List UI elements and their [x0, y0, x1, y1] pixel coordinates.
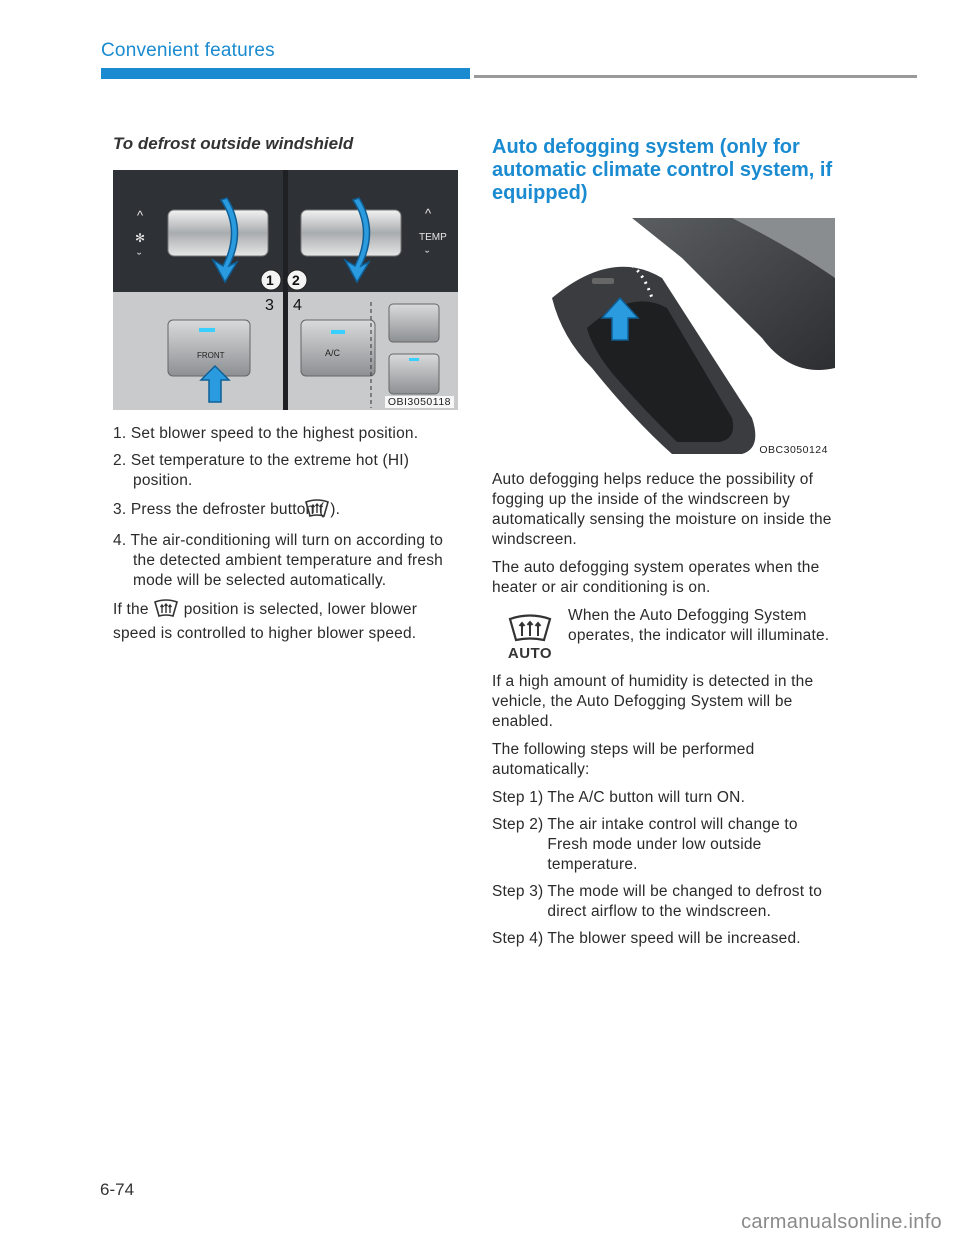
svg-text:^: ^ [425, 206, 432, 221]
step-1: 1. Set blower speed to the highest position. [113, 425, 419, 442]
rearview-mirror-illustration [492, 218, 835, 458]
header-rule-grey [474, 75, 917, 78]
step-text: The A/C button will turn ON. [547, 789, 746, 806]
auto-step-2 [492, 815, 837, 875]
windshield-defroster-icon [153, 598, 179, 624]
climate-panel-figure [113, 170, 458, 410]
header-rule-blue [101, 68, 470, 79]
step-3-close: ). [330, 501, 341, 518]
callout-1: 1 [266, 272, 274, 288]
rearview-mirror-figure [492, 218, 835, 458]
section-title: Convenient features [101, 40, 275, 61]
paragraph-2: The auto defogging system operates when the heater or air conditioning is on. [492, 559, 820, 596]
label-3: 3 [265, 297, 274, 314]
svg-text:ˇ: ˇ [425, 248, 430, 263]
note-text-end: position is selected, lower blower speed is controlled to higher blower speed. [113, 601, 418, 642]
step-text: The blower speed will be increased. [547, 930, 801, 947]
note-text-start: If the [113, 601, 149, 618]
climate-panel-illustration [113, 170, 458, 410]
right-column [492, 136, 837, 956]
figure-code: OBC3050124 [756, 444, 831, 456]
section-heading: Auto defogging system (only for automatic climate control system, if equipped) [492, 136, 833, 204]
step-text: The air intake control will change to Fresh mode under low outside temperature. [547, 816, 798, 873]
auto-step-4 [492, 929, 837, 949]
temp-label: TEMP [419, 232, 447, 243]
step-4: 4. The air-conditioning will turn on according to the detected ambient temperature and fresh mode will be selected automatically. [113, 532, 444, 589]
ac-label: A/C [325, 348, 341, 358]
paragraph-3: If a high amount of humidity is detected in the vehicle, the Auto Defogging System will be enabled. [492, 673, 814, 730]
indicator-text: When the Auto Defogging System operates, the indicator will illuminate. [568, 607, 830, 644]
step-label: Step 4) [492, 930, 544, 947]
step-2: 2. Set temperature to the extreme hot (HI) position. [113, 452, 410, 489]
step-label: Step 3) [492, 883, 544, 900]
auto-defog-indicator-note [492, 606, 837, 662]
auto-label: AUTO [507, 645, 553, 662]
auto-step-3 [492, 882, 837, 922]
note-paragraph [113, 598, 458, 644]
step-3 [113, 498, 458, 524]
paragraph-1: Auto defogging helps reduce the possibility of fogging up the inside of the windscreen by automatically sensing the moisture on inside the windscreen. [492, 471, 832, 548]
step-3-text: 3. Press the defroster button ( [113, 501, 325, 518]
auto-defog-indicator [492, 606, 568, 662]
paragraph-4: The following steps will be performed automatically: [492, 741, 755, 778]
label-4: 4 [293, 297, 302, 314]
svg-text:ˇ: ˇ [137, 250, 142, 265]
subsection-heading: To defrost outside windshield [113, 134, 354, 153]
front-label: FRONT [197, 351, 225, 360]
step-label: Step 2) [492, 816, 544, 833]
svg-text:^: ^ [137, 208, 144, 223]
step-text: The mode will be changed to defrost to direct airflow to the windscreen. [547, 883, 823, 920]
auto-step-1 [492, 788, 837, 808]
auto-defog-indicator-icon [506, 612, 554, 642]
callout-2: 2 [292, 272, 300, 288]
page-number: 6-74 [100, 1180, 135, 1199]
watermark: carmanualsonline.info [741, 1211, 942, 1233]
left-column [113, 134, 458, 652]
step-label: Step 1) [492, 789, 544, 806]
figure-code: OBI3050118 [385, 396, 454, 408]
svg-text:✻: ✻ [135, 231, 146, 245]
